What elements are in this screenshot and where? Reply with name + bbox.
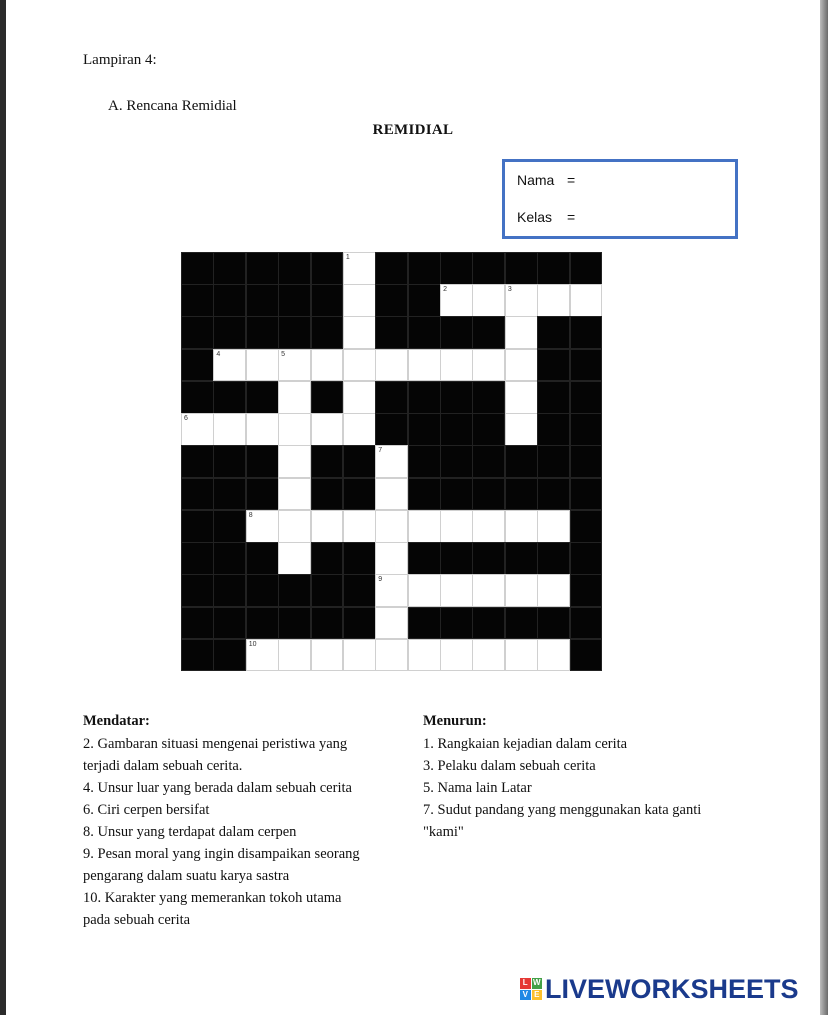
clue-number: 6 bbox=[184, 415, 188, 423]
clue-down-5: 5. Nama lain Latar bbox=[423, 780, 532, 796]
crossword-block bbox=[440, 381, 473, 414]
crossword-cell[interactable] bbox=[408, 510, 441, 543]
crossword-block bbox=[181, 510, 214, 543]
crossword-block bbox=[181, 284, 214, 317]
crossword-block bbox=[537, 478, 570, 511]
crossword-cell[interactable] bbox=[311, 349, 344, 382]
crossword-cell[interactable] bbox=[311, 639, 344, 672]
crossword-block bbox=[570, 542, 603, 575]
crossword-cell[interactable] bbox=[505, 316, 538, 349]
crossword-block bbox=[505, 478, 538, 511]
crossword-block bbox=[537, 381, 570, 414]
crossword-cell[interactable] bbox=[570, 284, 603, 317]
kelas-row[interactable] bbox=[517, 209, 575, 225]
crossword-block bbox=[472, 316, 505, 349]
crossword-block bbox=[278, 284, 311, 317]
clue-number: 8 bbox=[248, 511, 253, 519]
logo-text: LIVEWORKSHEETS bbox=[545, 973, 799, 1004]
crossword-cell[interactable] bbox=[343, 639, 376, 672]
crossword-cell[interactable] bbox=[375, 478, 408, 511]
crossword-cell[interactable] bbox=[472, 510, 505, 543]
clue-across-9-line2: pengarang dalam suatu karya sastra bbox=[83, 868, 290, 884]
clue-number: 7 bbox=[378, 447, 383, 455]
crossword-block bbox=[408, 607, 441, 640]
clue-across-2-line2: terjadi dalam sebuah cerita. bbox=[83, 758, 243, 774]
crossword-block bbox=[246, 316, 279, 349]
crossword-cell[interactable] bbox=[375, 542, 408, 575]
crossword-block bbox=[440, 413, 473, 446]
crossword-cell[interactable] bbox=[278, 413, 311, 446]
crossword-cell[interactable] bbox=[278, 445, 311, 478]
crossword-cell[interactable] bbox=[472, 639, 505, 672]
crossword-cell[interactable] bbox=[278, 542, 311, 575]
crossword-cell[interactable] bbox=[375, 349, 408, 382]
clue-number: 4 bbox=[216, 350, 221, 358]
crossword-block bbox=[213, 542, 246, 575]
crossword-cell[interactable] bbox=[537, 574, 570, 607]
crossword-cell[interactable] bbox=[505, 349, 538, 382]
clue-across-8: 8. Unsur yang terdapat dalam cerpen bbox=[83, 824, 297, 840]
liveworksheets-logo[interactable] bbox=[520, 972, 799, 1006]
clue-across-4: 4. Unsur luar yang berada dalam sebuah cerita bbox=[83, 780, 352, 796]
clue-down-7-line1: 7. Sudut pandang yang menggunakan kata ganti bbox=[423, 802, 702, 818]
crossword-cell[interactable] bbox=[311, 413, 344, 446]
crossword-block bbox=[537, 413, 570, 446]
crossword-block bbox=[408, 542, 441, 575]
crossword-cell[interactable] bbox=[278, 349, 311, 382]
crossword-cell[interactable] bbox=[343, 284, 376, 317]
crossword-cell[interactable] bbox=[246, 349, 279, 382]
crossword-block bbox=[181, 574, 214, 607]
crossword-block bbox=[440, 607, 473, 640]
crossword-block bbox=[537, 252, 570, 285]
crossword-block bbox=[408, 381, 441, 414]
clue-number: 9 bbox=[378, 576, 383, 584]
crossword-block bbox=[213, 445, 246, 478]
crossword-block bbox=[246, 542, 279, 575]
crossword-block bbox=[408, 478, 441, 511]
clue-number: 10 bbox=[248, 640, 257, 648]
crossword-cell[interactable] bbox=[472, 284, 505, 317]
clue-down-1: 1. Rangkaian kejadian dalam cerita bbox=[423, 736, 628, 752]
crossword-block bbox=[375, 316, 408, 349]
crossword-block bbox=[408, 413, 441, 446]
crossword-cell[interactable] bbox=[343, 349, 376, 382]
crossword-block bbox=[408, 445, 441, 478]
crossword-block bbox=[537, 542, 570, 575]
crossword-block bbox=[246, 284, 279, 317]
clue-number: 2 bbox=[443, 286, 447, 294]
crossword-block bbox=[537, 607, 570, 640]
crossword-block bbox=[472, 252, 505, 285]
logo-tile: E bbox=[532, 990, 543, 1001]
crossword-block bbox=[213, 316, 246, 349]
crossword-block bbox=[213, 252, 246, 285]
crossword-cell[interactable] bbox=[537, 510, 570, 543]
crossword-block bbox=[181, 445, 214, 478]
crossword-block bbox=[408, 252, 441, 285]
crossword-block bbox=[440, 316, 473, 349]
crossword-block bbox=[311, 607, 344, 640]
crossword-block bbox=[505, 542, 538, 575]
clue-across-10-line2: pada sebuah cerita bbox=[83, 912, 191, 928]
crossword-cell[interactable] bbox=[375, 574, 408, 607]
clue-down-7-line2: "kami" bbox=[423, 824, 464, 840]
crossword-block bbox=[181, 381, 214, 414]
crossword-cell[interactable] bbox=[213, 349, 246, 382]
crossword-cell[interactable] bbox=[343, 510, 376, 543]
crossword-block bbox=[246, 252, 279, 285]
logo-tile: L bbox=[520, 978, 531, 989]
kelas-equals: = bbox=[567, 209, 576, 225]
crossword-block bbox=[311, 478, 344, 511]
crossword-block bbox=[343, 478, 376, 511]
crossword-block bbox=[246, 381, 279, 414]
clue-down-3: 3. Pelaku dalam sebuah cerita bbox=[423, 758, 596, 774]
crossword-block bbox=[311, 284, 344, 317]
crossword-block bbox=[472, 381, 505, 414]
crossword-cell[interactable] bbox=[375, 607, 408, 640]
crossword-block bbox=[311, 316, 344, 349]
crossword-cell[interactable] bbox=[246, 510, 279, 543]
crossword-block bbox=[375, 252, 408, 285]
crossword-block bbox=[278, 607, 311, 640]
crossword-cell[interactable] bbox=[408, 639, 441, 672]
crossword-block bbox=[472, 607, 505, 640]
crossword-block bbox=[213, 478, 246, 511]
crossword-cell[interactable] bbox=[440, 510, 473, 543]
crossword-cell[interactable] bbox=[181, 413, 214, 446]
crossword-block bbox=[181, 639, 214, 672]
crossword-cell[interactable] bbox=[213, 413, 246, 446]
crossword-block bbox=[311, 252, 344, 285]
lampiran-heading: Lampiran 4: bbox=[83, 52, 157, 68]
crossword-block bbox=[505, 445, 538, 478]
crossword-cell[interactable] bbox=[343, 252, 376, 285]
logo-tile: V bbox=[520, 990, 531, 1001]
crossword-cell[interactable] bbox=[278, 381, 311, 414]
crossword-block bbox=[375, 413, 408, 446]
crossword-cell[interactable] bbox=[343, 381, 376, 414]
crossword-block bbox=[375, 381, 408, 414]
crossword-block bbox=[343, 542, 376, 575]
crossword-cell[interactable] bbox=[408, 574, 441, 607]
crossword-block bbox=[570, 349, 603, 382]
crossword-cell[interactable] bbox=[278, 639, 311, 672]
clue-across-6: 6. Ciri cerpen bersifat bbox=[83, 802, 210, 818]
crossword-block bbox=[408, 316, 441, 349]
nama-equals: = bbox=[567, 172, 576, 188]
crossword-cell[interactable] bbox=[246, 413, 279, 446]
clue-across-9-line1: 9. Pesan moral yang ingin disampaikan seorang bbox=[83, 846, 360, 862]
nama-label: Nama bbox=[517, 172, 555, 188]
crossword-block bbox=[570, 445, 603, 478]
section-heading: A. Rencana Remidial bbox=[108, 98, 237, 114]
crossword-cell[interactable] bbox=[375, 445, 408, 478]
nama-row[interactable] bbox=[517, 172, 575, 188]
page-title: REMIDIAL bbox=[372, 122, 454, 138]
crossword-cell[interactable] bbox=[440, 284, 473, 317]
crossword-cell[interactable] bbox=[505, 639, 538, 672]
menurun-title: Menurun: bbox=[423, 713, 487, 729]
crossword-block bbox=[440, 542, 473, 575]
crossword-block bbox=[570, 381, 603, 414]
worksheet-page bbox=[6, 0, 820, 1015]
crossword-block bbox=[213, 381, 246, 414]
crossword-cell[interactable] bbox=[440, 639, 473, 672]
crossword-block bbox=[537, 445, 570, 478]
crossword-block bbox=[311, 574, 344, 607]
crossword-block bbox=[246, 478, 279, 511]
crossword-cell[interactable] bbox=[311, 510, 344, 543]
crossword-block bbox=[472, 445, 505, 478]
crossword-block bbox=[278, 316, 311, 349]
clue-number: 3 bbox=[507, 286, 512, 294]
crossword-block bbox=[472, 413, 505, 446]
crossword-block bbox=[343, 607, 376, 640]
crossword-block bbox=[213, 284, 246, 317]
crossword-block bbox=[246, 607, 279, 640]
clue-across-10-line1: 10. Karakter yang memerankan tokoh utama bbox=[83, 890, 342, 906]
clue-across-2-line1: 2. Gambaran situasi mengenai peristiwa yang bbox=[83, 736, 348, 752]
crossword-block bbox=[311, 445, 344, 478]
crossword-block bbox=[570, 574, 603, 607]
crossword-block bbox=[278, 574, 311, 607]
crossword-grid bbox=[181, 252, 602, 671]
crossword-cell[interactable] bbox=[440, 349, 473, 382]
crossword-block bbox=[343, 574, 376, 607]
crossword-block bbox=[181, 478, 214, 511]
crossword-block bbox=[343, 445, 376, 478]
crossword-block bbox=[213, 607, 246, 640]
crossword-block bbox=[505, 252, 538, 285]
crossword-block bbox=[570, 639, 603, 672]
crossword-cell[interactable] bbox=[505, 574, 538, 607]
crossword-cell[interactable] bbox=[537, 639, 570, 672]
crossword-block bbox=[213, 574, 246, 607]
crossword-block bbox=[311, 381, 344, 414]
crossword-block bbox=[570, 413, 603, 446]
crossword-cell[interactable] bbox=[505, 381, 538, 414]
kelas-label: Kelas bbox=[517, 209, 553, 225]
crossword-cell[interactable] bbox=[343, 413, 376, 446]
crossword-block bbox=[570, 252, 603, 285]
crossword-block bbox=[505, 607, 538, 640]
crossword-cell[interactable] bbox=[505, 510, 538, 543]
crossword-block bbox=[537, 349, 570, 382]
crossword-cell[interactable] bbox=[505, 284, 538, 317]
crossword-block bbox=[472, 542, 505, 575]
crossword-cell[interactable] bbox=[246, 639, 279, 672]
crossword-block bbox=[440, 252, 473, 285]
mendatar-title: Mendatar: bbox=[83, 713, 150, 729]
clue-number: 5 bbox=[281, 350, 286, 358]
crossword-cell[interactable] bbox=[537, 284, 570, 317]
crossword-block bbox=[472, 478, 505, 511]
crossword-block bbox=[213, 510, 246, 543]
clue-number: 1 bbox=[345, 254, 350, 261]
crossword-block bbox=[440, 478, 473, 511]
crossword-block bbox=[570, 510, 603, 543]
crossword-block bbox=[570, 478, 603, 511]
crossword-block bbox=[408, 284, 441, 317]
logo-mark-icon bbox=[520, 978, 542, 1000]
crossword-cell[interactable] bbox=[472, 574, 505, 607]
crossword-block bbox=[311, 542, 344, 575]
crossword-block bbox=[246, 574, 279, 607]
crossword-block bbox=[375, 284, 408, 317]
crossword-block bbox=[440, 445, 473, 478]
crossword-block bbox=[570, 607, 603, 640]
crossword-block bbox=[181, 316, 214, 349]
crossword-cell[interactable] bbox=[278, 510, 311, 543]
page-edge-shadow bbox=[820, 0, 828, 1015]
crossword-block bbox=[537, 316, 570, 349]
crossword-cell[interactable] bbox=[343, 316, 376, 349]
crossword-cell[interactable] bbox=[375, 639, 408, 672]
crossword-block bbox=[181, 542, 214, 575]
crossword-cell[interactable] bbox=[472, 349, 505, 382]
crossword-block bbox=[570, 316, 603, 349]
crossword-cell[interactable] bbox=[375, 510, 408, 543]
name-class-box bbox=[502, 159, 738, 239]
crossword-block bbox=[181, 607, 214, 640]
crossword-block bbox=[246, 445, 279, 478]
crossword-cell[interactable] bbox=[278, 478, 311, 511]
crossword-cell[interactable] bbox=[408, 349, 441, 382]
logo-tile: W bbox=[532, 978, 541, 987]
crossword-block bbox=[181, 252, 214, 285]
crossword-cell[interactable] bbox=[440, 574, 473, 607]
crossword-block bbox=[181, 349, 214, 382]
crossword-block bbox=[278, 252, 311, 285]
crossword-cell[interactable] bbox=[505, 413, 538, 446]
crossword-block bbox=[213, 639, 246, 672]
